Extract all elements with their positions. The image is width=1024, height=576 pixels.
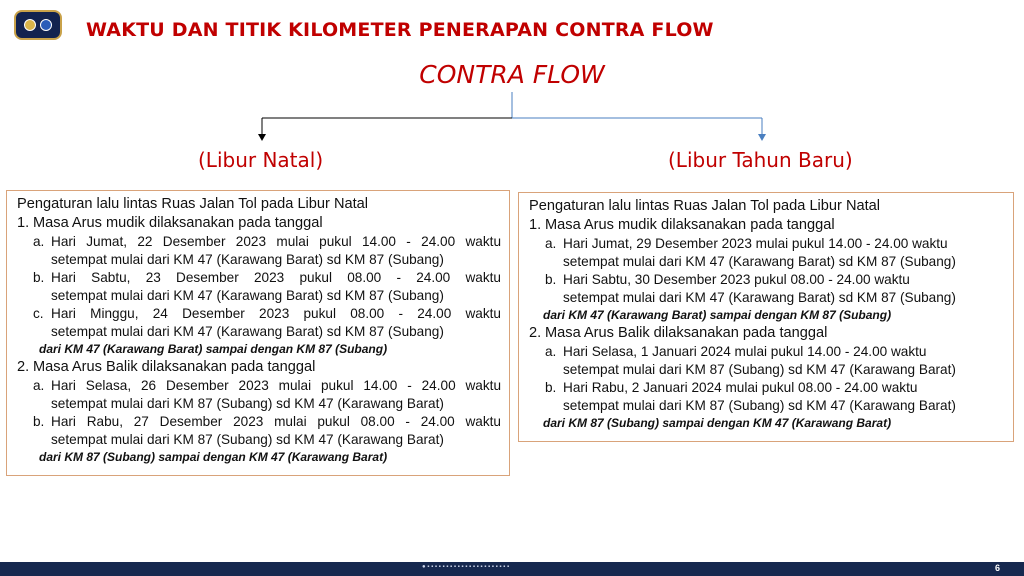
- list-item: b. Hari Rabu, 2 Januari 2024 mulai pukul 08.00 - 24.00 waktu setempat mulai dari KM 87 (Subang) sd KM 47 (Karawang Barat): [545, 380, 956, 413]
- route-note: dari KM 47 (Karawang Barat) sampai dengan KM 87 (Subang): [543, 308, 892, 322]
- footer-bar: [0, 562, 1024, 576]
- page-subtitle: CONTRA FLOW: [419, 60, 605, 89]
- section-heading: 1. Masa Arus mudik dilaksanakan pada tanggal: [17, 215, 323, 231]
- heading-libur-natal: (Libur Natal): [198, 148, 324, 172]
- list-item: b. Hari Sabtu, 23 Desember 2023 pukul 08.00 - 24.00 waktu setempat mulai dari KM 47 (Karawang Barat) sd KM 87 (Subang): [33, 270, 501, 303]
- route-note: dari KM 87 (Subang) sampai dengan KM 47 (Karawang Barat): [39, 450, 388, 464]
- list-item: a. Hari Jumat, 29 Desember 2023 mulai pukul 14.00 - 24.00 waktu setempat mulai dari KM 47 (Karawang Barat) sd KM 87 (Subang): [545, 236, 956, 269]
- arrow-down-right-icon: [758, 134, 766, 141]
- route-note: dari KM 87 (Subang) sampai dengan KM 47 (Karawang Barat): [543, 416, 892, 430]
- route-note: dari KM 47 (Karawang Barat) sampai dengan KM 87 (Subang): [39, 342, 388, 356]
- page-number: 6: [994, 563, 1000, 573]
- box-intro: Pengaturan lalu lintas Ruas Jalan Tol pada Libur Natal: [529, 198, 881, 214]
- box-intro: Pengaturan lalu lintas Ruas Jalan Tol pada Libur Natal: [17, 196, 369, 212]
- section-heading: 1. Masa Arus mudik dilaksanakan pada tanggal: [529, 217, 835, 233]
- list-item: b. Hari Sabtu, 30 Desember 2023 pukul 08.00 - 24.00 waktu setempat mulai dari KM 47 (Karawang Barat) sd KM 87 (Subang): [545, 272, 956, 305]
- arrow-down-left-icon: [258, 134, 266, 141]
- list-item: a. Hari Jumat, 22 Desember 2023 mulai pukul 14.00 - 24.00 waktu setempat mulai dari KM 47 (Karawang Barat) sd KM 87 (Subang): [33, 234, 501, 267]
- logo: [14, 10, 62, 40]
- list-item: c. Hari Minggu, 24 Desember 2023 pukul 08.00 - 24.00 waktu setempat mulai dari KM 47 (Karawang Barat) sd KM 87 (Subang): [33, 306, 501, 339]
- list-item: b. Hari Rabu, 27 Desember 2023 mulai pukul 08.00 - 24.00 waktu setempat mulai dari KM 87 (Subang) sd KM 47 (Karawang Barat): [33, 414, 501, 447]
- footer-social-links: ● ▪ ▪ ▪ ▪ ▪ ▪ ▪ ▪ ▪ ▪ ▪ ▪ ▪ ▪ ▪ ▪ ▪ ▪ ▪ ▪ ▪ ▪: [422, 564, 510, 570]
- schedule-box-natal: [6, 190, 510, 476]
- list-item: a. Hari Selasa, 26 Desember 2023 mulai pukul 14.00 - 24.00 waktu setempat mulai dari KM 87 (Subang) sd KM 47 (Karawang Barat): [33, 378, 501, 411]
- section-heading: 2. Masa Arus Balik dilaksanakan pada tanggal: [17, 359, 316, 375]
- section-heading: 2. Masa Arus Balik dilaksanakan pada tanggal: [529, 325, 828, 341]
- list-item: a. Hari Selasa, 1 Januari 2024 mulai pukul 14.00 - 24.00 waktu setempat mulai dari KM 87 (Subang) sd KM 47 (Karawang Barat): [545, 344, 956, 377]
- schedule-box-tahun-baru: [518, 192, 1014, 442]
- heading-libur-tahun-baru: (Libur Tahun Baru): [668, 148, 853, 172]
- badge-icon: [40, 19, 52, 31]
- emblem-icon: [24, 19, 36, 31]
- page-title: WAKTU DAN TITIK KILOMETER PENERAPAN CONTRA FLOW: [86, 19, 714, 41]
